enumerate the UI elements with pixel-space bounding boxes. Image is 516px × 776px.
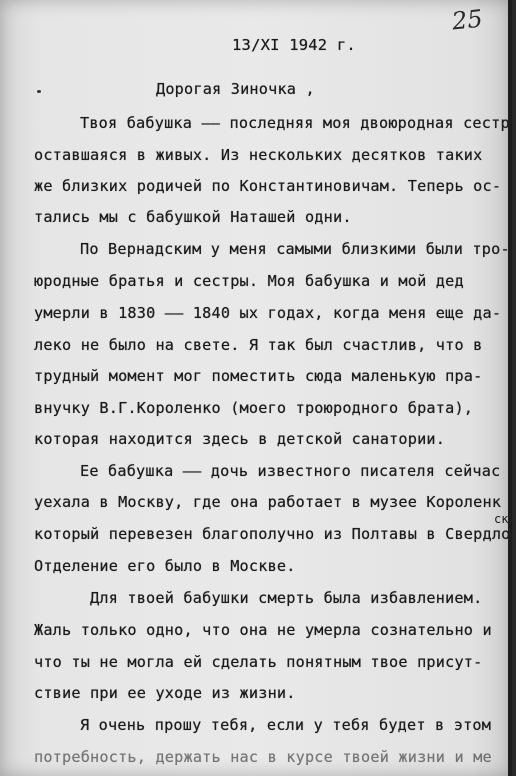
text-line: который перевезен благополучно из Полтавы в Свердло	[34, 525, 511, 543]
text-line: леко не было на свете. Я так был счастлив, что в	[34, 336, 483, 354]
salutation: Дорогая Зиночка ,	[156, 80, 315, 98]
text-line: Я очень прошу тебя, если у тебя будет в этом	[80, 716, 492, 734]
text-line: уехала в Москву, где она работает в музее Короленк	[34, 493, 502, 511]
text-line-cut-off: потребность, держать нас в курсе твоей жизни и ме	[34, 748, 492, 766]
text-line: внучку В.Г.Короленко (моего троюродного брата),	[34, 399, 474, 417]
ink-dot	[37, 90, 41, 93]
letter-date: 13/XI 1942 г.	[232, 36, 356, 54]
text-line: ствие при ее уходе из жизни.	[34, 684, 296, 702]
text-line: По Вернадским у меня самыми близкими были тро-	[80, 240, 510, 258]
text-line: тались мы с бабушкой Наташей одни.	[34, 208, 352, 226]
handwritten-page-number: 25	[450, 4, 484, 36]
text-line: трудный момент мог поместить сюда маленькую пра-	[34, 367, 483, 385]
text-line: которая находится здесь в детской санатории.	[34, 430, 446, 448]
text-line: Жаль только одно, что она не умерла сознательно и	[34, 621, 492, 639]
handwritten-insertion: ск	[494, 512, 509, 526]
text-line: же близких родичей по Константиновичам. Теперь ос-	[34, 177, 502, 195]
text-line: Для твоей бабушки смерть была избавлением.	[90, 589, 483, 607]
text-line: оставшаяся в живых. Из нескольких десятков таких	[34, 146, 483, 164]
text-line: юродные братья и сестры. Моя бабушка и мой дед	[34, 272, 464, 290]
text-line: Ее бабушка –– дочь известного писателя сейчас	[80, 462, 501, 480]
text-line: что ты не могла ей сделать понятным твое присут-	[34, 653, 483, 671]
text-line: Твоя бабушка –– последняя моя двоюродная сестр	[80, 114, 510, 132]
text-line: Отделение его было в Москве.	[34, 557, 296, 575]
text-line: умерли в 1830 –– 1840 ых годах, когда меня еще да-	[34, 304, 502, 322]
